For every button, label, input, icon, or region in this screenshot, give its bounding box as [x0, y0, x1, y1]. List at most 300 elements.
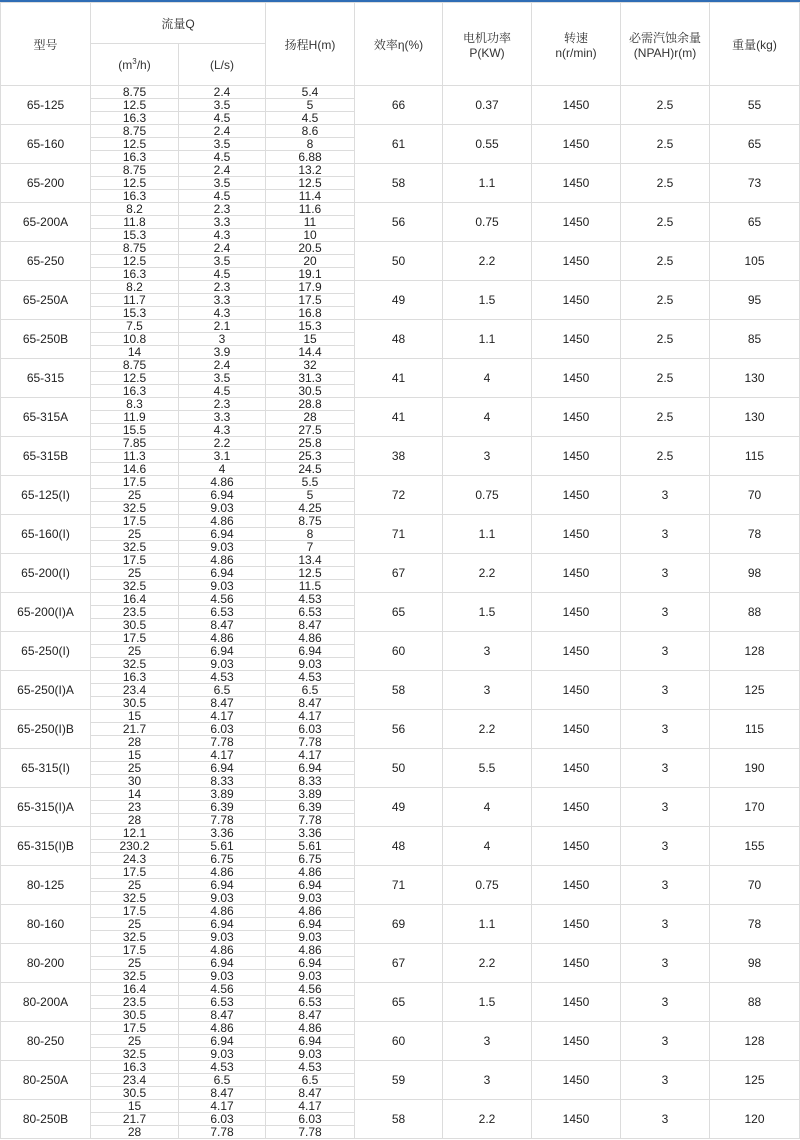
flow-m3h-cell: 8.75	[91, 359, 179, 372]
flow-m3h-cell: 25	[91, 879, 179, 892]
weight-cell: 128	[710, 1022, 800, 1061]
weight-cell: 78	[710, 515, 800, 554]
efficiency-cell: 38	[355, 437, 443, 476]
speed-cell: 1450	[532, 476, 621, 515]
weight-cell: 120	[710, 1100, 800, 1139]
flow-ls-cell: 4.17	[179, 749, 266, 762]
flow-m3h-cell: 24.3	[91, 853, 179, 866]
efficiency-cell: 61	[355, 125, 443, 164]
flow-m3h-cell: 25	[91, 918, 179, 931]
speed-cell: 1450	[532, 359, 621, 398]
model-cell: 65-250B	[1, 320, 91, 359]
power-cell: 1.1	[443, 320, 532, 359]
model-cell: 65-250(I)A	[1, 671, 91, 710]
model-cell: 65-315B	[1, 437, 91, 476]
flow-m3h-cell: 23.4	[91, 1074, 179, 1087]
flow-m3h-cell: 17.5	[91, 1022, 179, 1035]
efficiency-cell: 65	[355, 983, 443, 1022]
weight-cell: 125	[710, 671, 800, 710]
head-cell: 4.86	[266, 944, 355, 957]
head-cell: 14.4	[266, 346, 355, 359]
power-cell: 0.75	[443, 476, 532, 515]
table-row	[1, 710, 800, 723]
efficiency-cell: 59	[355, 1061, 443, 1100]
weight-cell: 98	[710, 554, 800, 593]
speed-cell: 1450	[532, 86, 621, 125]
flow-ls-cell: 6.39	[179, 801, 266, 814]
table-row	[1, 827, 800, 840]
flow-m3h-cell: 8.75	[91, 125, 179, 138]
head-cell: 17.5	[266, 294, 355, 307]
flow-ls-cell: 9.03	[179, 970, 266, 983]
table-row	[1, 515, 800, 528]
weight-cell: 88	[710, 983, 800, 1022]
flow-m3h-cell: 7.85	[91, 437, 179, 450]
head-cell: 11.4	[266, 190, 355, 203]
power-cell: 4	[443, 788, 532, 827]
flow-m3h-cell: 30.5	[91, 619, 179, 632]
table-row	[1, 86, 800, 99]
speed-cell: 1450	[532, 1022, 621, 1061]
speed-cell: 1450	[532, 515, 621, 554]
table-row	[1, 281, 800, 294]
header-efficiency: 效率η(%)	[355, 3, 443, 86]
power-cell: 0.37	[443, 86, 532, 125]
head-cell: 6.88	[266, 151, 355, 164]
flow-ls-cell: 2.4	[179, 359, 266, 372]
head-cell: 4.86	[266, 866, 355, 879]
flow-ls-cell: 9.03	[179, 541, 266, 554]
npsh-cell: 3	[621, 554, 710, 593]
model-cell: 80-250	[1, 1022, 91, 1061]
head-cell: 4.25	[266, 502, 355, 515]
weight-cell: 190	[710, 749, 800, 788]
speed-cell: 1450	[532, 320, 621, 359]
weight-cell: 78	[710, 905, 800, 944]
speed-cell: 1450	[532, 398, 621, 437]
table-row	[1, 554, 800, 567]
flow-ls-cell: 3.89	[179, 788, 266, 801]
head-cell: 20	[266, 255, 355, 268]
power-cell: 0.75	[443, 866, 532, 905]
head-cell: 8.6	[266, 125, 355, 138]
npsh-cell: 3	[621, 1100, 710, 1139]
flow-ls-cell: 2.2	[179, 437, 266, 450]
efficiency-cell: 72	[355, 476, 443, 515]
npsh-cell: 2.5	[621, 320, 710, 359]
weight-cell: 95	[710, 281, 800, 320]
flow-m3h-cell: 25	[91, 957, 179, 970]
table-row	[1, 242, 800, 255]
efficiency-cell: 41	[355, 359, 443, 398]
weight-cell: 98	[710, 944, 800, 983]
flow-m3h-cell: 11.8	[91, 216, 179, 229]
power-cell: 4	[443, 398, 532, 437]
header-model: 型号	[1, 3, 91, 86]
flow-ls-cell: 9.03	[179, 1048, 266, 1061]
flow-ls-cell: 7.78	[179, 736, 266, 749]
flow-m3h-cell: 11.9	[91, 411, 179, 424]
head-cell: 4.53	[266, 593, 355, 606]
flow-ls-cell: 4.5	[179, 385, 266, 398]
flow-m3h-cell: 30.5	[91, 1009, 179, 1022]
speed-cell: 1450	[532, 788, 621, 827]
weight-cell: 70	[710, 866, 800, 905]
npsh-cell: 2.5	[621, 86, 710, 125]
table-row	[1, 125, 800, 138]
head-cell: 17.9	[266, 281, 355, 294]
flow-m3h-cell: 32.5	[91, 970, 179, 983]
flow-ls-cell: 4.17	[179, 1100, 266, 1113]
head-cell: 9.03	[266, 931, 355, 944]
head-cell: 24.5	[266, 463, 355, 476]
head-cell: 25.3	[266, 450, 355, 463]
head-cell: 9.03	[266, 658, 355, 671]
weight-cell: 115	[710, 437, 800, 476]
power-cell: 1.5	[443, 593, 532, 632]
flow-m3h-cell: 16.3	[91, 1061, 179, 1074]
table-row	[1, 164, 800, 177]
header-flow: 流量Q	[91, 3, 266, 44]
model-cell: 80-200A	[1, 983, 91, 1022]
speed-cell: 1450	[532, 203, 621, 242]
flow-ls-cell: 3.5	[179, 372, 266, 385]
flow-ls-cell: 8.33	[179, 775, 266, 788]
head-cell: 8	[266, 138, 355, 151]
model-cell: 80-250B	[1, 1100, 91, 1139]
flow-ls-cell: 4.17	[179, 710, 266, 723]
flow-m3h-cell: 32.5	[91, 892, 179, 905]
flow-m3h-cell: 32.5	[91, 580, 179, 593]
flow-m3h-cell: 12.5	[91, 372, 179, 385]
flow-m3h-cell: 28	[91, 814, 179, 827]
flow-ls-cell: 8.47	[179, 1087, 266, 1100]
flow-m3h-cell: 25	[91, 489, 179, 502]
flow-m3h-cell: 12.5	[91, 99, 179, 112]
table-row	[1, 944, 800, 957]
flow-m3h-cell: 12.5	[91, 177, 179, 190]
power-cell: 2.2	[443, 944, 532, 983]
head-cell: 16.8	[266, 307, 355, 320]
speed-cell: 1450	[532, 632, 621, 671]
npsh-cell: 3	[621, 593, 710, 632]
flow-m3h-cell: 23.4	[91, 684, 179, 697]
model-cell: 80-200	[1, 944, 91, 983]
npsh-cell: 2.5	[621, 359, 710, 398]
speed-cell: 1450	[532, 827, 621, 866]
efficiency-cell: 60	[355, 1022, 443, 1061]
flow-ls-cell: 6.53	[179, 996, 266, 1009]
table-row	[1, 593, 800, 606]
table-row	[1, 1022, 800, 1035]
head-cell: 13.2	[266, 164, 355, 177]
flow-ls-cell: 4.86	[179, 632, 266, 645]
flow-m3h-cell: 8.75	[91, 164, 179, 177]
table-row	[1, 1100, 800, 1113]
head-cell: 3.89	[266, 788, 355, 801]
flow-ls-cell: 8.47	[179, 1009, 266, 1022]
npsh-cell: 3	[621, 710, 710, 749]
flow-m3h-cell: 25	[91, 567, 179, 580]
head-cell: 6.94	[266, 1035, 355, 1048]
flow-m3h-cell: 16.3	[91, 151, 179, 164]
head-cell: 6.03	[266, 723, 355, 736]
npsh-cell: 2.5	[621, 203, 710, 242]
head-cell: 4.53	[266, 1061, 355, 1074]
model-cell: 65-200(I)A	[1, 593, 91, 632]
head-cell: 32	[266, 359, 355, 372]
flow-m3h-cell: 11.3	[91, 450, 179, 463]
head-cell: 20.5	[266, 242, 355, 255]
power-cell: 4	[443, 827, 532, 866]
npsh-cell: 3	[621, 749, 710, 788]
head-cell: 8.75	[266, 515, 355, 528]
weight-cell: 55	[710, 86, 800, 125]
flow-m3h-cell: 15	[91, 710, 179, 723]
speed-cell: 1450	[532, 242, 621, 281]
header-speed-line1: 转速	[563, 30, 588, 45]
flow-ls-cell: 9.03	[179, 658, 266, 671]
head-cell: 6.39	[266, 801, 355, 814]
power-cell: 3	[443, 1061, 532, 1100]
flow-m3h-cell: 16.3	[91, 190, 179, 203]
flow-ls-cell: 4.5	[179, 151, 266, 164]
flow-ls-cell: 4.53	[179, 671, 266, 684]
flow-m3h-cell: 17.5	[91, 515, 179, 528]
head-cell: 6.75	[266, 853, 355, 866]
flow-ls-cell: 6.75	[179, 853, 266, 866]
flow-m3h-cell: 14	[91, 346, 179, 359]
speed-cell: 1450	[532, 125, 621, 164]
flow-m3h-cell: 12.5	[91, 255, 179, 268]
head-cell: 8.47	[266, 1009, 355, 1022]
flow-ls-cell: 6.94	[179, 567, 266, 580]
head-cell: 11	[266, 216, 355, 229]
head-cell: 13.4	[266, 554, 355, 567]
flow-ls-cell: 7.78	[179, 1126, 266, 1139]
model-cell: 65-315(I)	[1, 749, 91, 788]
head-cell: 4.86	[266, 905, 355, 918]
efficiency-cell: 58	[355, 671, 443, 710]
npsh-cell: 2.5	[621, 437, 710, 476]
flow-ls-cell: 6.94	[179, 645, 266, 658]
power-cell: 2.2	[443, 710, 532, 749]
flow-m3h-cell: 28	[91, 736, 179, 749]
flow-m3h-cell: 32.5	[91, 541, 179, 554]
flow-m3h-cell: 23.5	[91, 606, 179, 619]
speed-cell: 1450	[532, 710, 621, 749]
head-cell: 8.47	[266, 1087, 355, 1100]
power-cell: 1.1	[443, 515, 532, 554]
table-row	[1, 398, 800, 411]
speed-cell: 1450	[532, 1061, 621, 1100]
flow-m3h-cell: 16.4	[91, 593, 179, 606]
m3h-post: /h)	[136, 58, 151, 72]
header-weight: 重量(kg)	[710, 3, 800, 86]
efficiency-cell: 50	[355, 242, 443, 281]
flow-m3h-cell: 16.3	[91, 385, 179, 398]
head-cell: 4.56	[266, 983, 355, 996]
model-cell: 65-250A	[1, 281, 91, 320]
efficiency-cell: 60	[355, 632, 443, 671]
flow-m3h-cell: 15	[91, 1100, 179, 1113]
power-cell: 1.5	[443, 983, 532, 1022]
flow-m3h-cell: 8.3	[91, 398, 179, 411]
table-row	[1, 671, 800, 684]
flow-ls-cell: 6.94	[179, 762, 266, 775]
head-cell: 30.5	[266, 385, 355, 398]
head-cell: 15	[266, 333, 355, 346]
model-cell: 65-200A	[1, 203, 91, 242]
flow-ls-cell: 6.5	[179, 684, 266, 697]
npsh-cell: 3	[621, 827, 710, 866]
weight-cell: 125	[710, 1061, 800, 1100]
efficiency-cell: 69	[355, 905, 443, 944]
flow-ls-cell: 6.94	[179, 1035, 266, 1048]
flow-m3h-cell: 25	[91, 645, 179, 658]
flow-ls-cell: 8.47	[179, 697, 266, 710]
head-cell: 6.94	[266, 762, 355, 775]
table-row	[1, 320, 800, 333]
header-speed	[532, 3, 621, 86]
npsh-cell: 2.5	[621, 281, 710, 320]
flow-ls-cell: 6.5	[179, 1074, 266, 1087]
model-cell: 65-160	[1, 125, 91, 164]
flow-ls-cell: 6.03	[179, 1113, 266, 1126]
flow-ls-cell: 4	[179, 463, 266, 476]
model-cell: 65-200(I)	[1, 554, 91, 593]
head-cell: 7.78	[266, 1126, 355, 1139]
flow-ls-cell: 4.86	[179, 944, 266, 957]
weight-cell: 130	[710, 359, 800, 398]
npsh-cell: 3	[621, 632, 710, 671]
power-cell: 5.5	[443, 749, 532, 788]
efficiency-cell: 48	[355, 320, 443, 359]
npsh-cell: 2.5	[621, 164, 710, 203]
flow-m3h-cell: 7.5	[91, 320, 179, 333]
head-cell: 15.3	[266, 320, 355, 333]
m3h-sup: 3	[132, 57, 137, 66]
table-row	[1, 203, 800, 216]
model-cell: 65-160(I)	[1, 515, 91, 554]
head-cell: 4.86	[266, 1022, 355, 1035]
model-cell: 65-250	[1, 242, 91, 281]
flow-m3h-cell: 8.75	[91, 86, 179, 99]
efficiency-cell: 48	[355, 827, 443, 866]
speed-cell: 1450	[532, 593, 621, 632]
head-cell: 10	[266, 229, 355, 242]
flow-m3h-cell: 16.3	[91, 112, 179, 125]
table-row	[1, 983, 800, 996]
flow-ls-cell: 4.56	[179, 983, 266, 996]
head-cell: 6.5	[266, 1074, 355, 1087]
weight-cell: 70	[710, 476, 800, 515]
head-cell: 5	[266, 489, 355, 502]
head-cell: 6.5	[266, 684, 355, 697]
flow-m3h-cell: 17.5	[91, 632, 179, 645]
npsh-cell: 3	[621, 944, 710, 983]
flow-ls-cell: 6.94	[179, 879, 266, 892]
flow-ls-cell: 3	[179, 333, 266, 346]
speed-cell: 1450	[532, 749, 621, 788]
head-cell: 9.03	[266, 1048, 355, 1061]
flow-ls-cell: 4.3	[179, 307, 266, 320]
power-cell: 4	[443, 359, 532, 398]
flow-ls-cell: 9.03	[179, 931, 266, 944]
flow-m3h-cell: 12.5	[91, 138, 179, 151]
efficiency-cell: 71	[355, 515, 443, 554]
head-cell: 4.5	[266, 112, 355, 125]
speed-cell: 1450	[532, 944, 621, 983]
flow-ls-cell: 3.5	[179, 99, 266, 112]
head-cell: 12.5	[266, 177, 355, 190]
flow-m3h-cell: 11.7	[91, 294, 179, 307]
weight-cell: 73	[710, 164, 800, 203]
power-cell: 3	[443, 632, 532, 671]
npsh-cell: 2.5	[621, 398, 710, 437]
table-row	[1, 866, 800, 879]
speed-cell: 1450	[532, 905, 621, 944]
flow-m3h-cell: 12.1	[91, 827, 179, 840]
flow-ls-cell: 4.53	[179, 1061, 266, 1074]
head-cell: 6.53	[266, 996, 355, 1009]
flow-ls-cell: 4.86	[179, 1022, 266, 1035]
head-cell: 11.5	[266, 580, 355, 593]
header-npsh-line2: (NPAH)r(m)	[633, 45, 697, 60]
efficiency-cell: 50	[355, 749, 443, 788]
efficiency-cell: 67	[355, 944, 443, 983]
flow-m3h-cell: 16.3	[91, 671, 179, 684]
header-power-line1: 电机功率	[462, 30, 511, 45]
power-cell: 1.1	[443, 164, 532, 203]
flow-m3h-cell: 14.6	[91, 463, 179, 476]
head-cell: 4.86	[266, 632, 355, 645]
flow-m3h-cell: 16.4	[91, 983, 179, 996]
efficiency-cell: 58	[355, 1100, 443, 1139]
flow-m3h-cell: 32.5	[91, 1048, 179, 1061]
head-cell: 6.94	[266, 918, 355, 931]
model-cell: 65-315A	[1, 398, 91, 437]
head-cell: 9.03	[266, 892, 355, 905]
npsh-cell: 2.5	[621, 125, 710, 164]
flow-ls-cell: 6.94	[179, 528, 266, 541]
flow-ls-cell: 5.61	[179, 840, 266, 853]
power-cell: 3	[443, 1022, 532, 1061]
model-cell: 65-315	[1, 359, 91, 398]
flow-ls-cell: 6.94	[179, 957, 266, 970]
head-cell: 5.5	[266, 476, 355, 489]
speed-cell: 1450	[532, 671, 621, 710]
speed-cell: 1450	[532, 164, 621, 203]
flow-m3h-cell: 25	[91, 762, 179, 775]
flow-ls-cell: 2.4	[179, 242, 266, 255]
table-row	[1, 632, 800, 645]
weight-cell: 130	[710, 398, 800, 437]
flow-m3h-cell: 25	[91, 528, 179, 541]
npsh-cell: 3	[621, 983, 710, 1022]
model-cell: 65-125(I)	[1, 476, 91, 515]
head-cell: 7.78	[266, 814, 355, 827]
npsh-cell: 3	[621, 1061, 710, 1100]
npsh-cell: 2.5	[621, 242, 710, 281]
flow-ls-cell: 3.5	[179, 138, 266, 151]
efficiency-cell: 49	[355, 788, 443, 827]
header-flow-m3h	[91, 44, 179, 86]
npsh-cell: 3	[621, 515, 710, 554]
power-cell: 3	[443, 437, 532, 476]
flow-ls-cell: 4.86	[179, 476, 266, 489]
speed-cell: 1450	[532, 281, 621, 320]
